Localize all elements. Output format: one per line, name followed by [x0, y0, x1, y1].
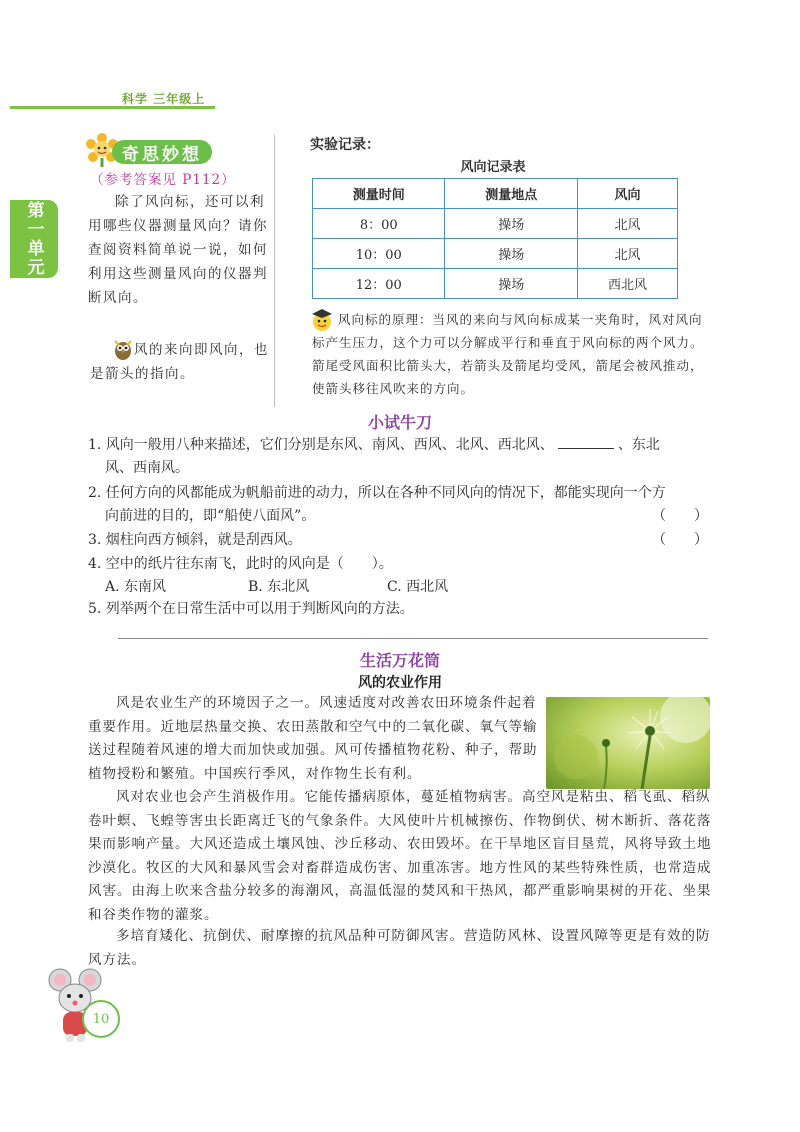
answer-parentheses[interactable]: （ ）	[652, 508, 708, 524]
header-rule	[10, 106, 215, 109]
table-cell: 操场	[445, 239, 577, 269]
thinking-question: 除了风向标，还可以利用哪些仪器测量风向？请你查阅资料简单说一说，如何利用这些测量风向的仪器判断风向。	[88, 194, 268, 306]
table-cell: 8：00	[313, 209, 445, 239]
table-cell: 北风	[577, 209, 677, 239]
table-row	[313, 269, 678, 299]
experiment-record-label: 实验记录：	[310, 137, 380, 153]
article-paragraph-2: 风对农业也会产生消极作用。它能传播病原体，蔓延植物病害。高空风是粘虫、稻飞虱、稻纵卷叶螟、飞蝗等害虫长距离迁飞的气象条件。大风使叶片机械擦伤、作物倒伏、树木断折、落花落果而影响产量。大风还造成土壤风蚀、沙丘移动、农田毁坏。在干旱地区盲目垦荒，风将导致土地沙漠化。牧区的大风和暴风雪会对畜群造成伤害、加重冻害。地方性风的某些特殊性质，也常造成风害。由海上吹来含盐分较多的海潮风，高温低湿的焚风和干热风，都严重影响果树的开花、坐果和谷类作物的灌浆。	[88, 789, 712, 923]
table-row	[313, 239, 678, 269]
table-row	[313, 209, 678, 239]
table-cell: 操场	[445, 269, 577, 299]
dandelion-photo	[546, 697, 710, 789]
qisi-miaoxiang-title: 奇思妙想	[112, 140, 212, 164]
article-paragraph-1: 风是农业生产的环境因子之一。风速适度对改善农田环境条件起着重要作用。近地层热量交换、农田蒸散和空气中的二氧化碳、氧气等输送过程随着风速的增大而加快或加强。风可传播植物花粉、种子，帮助植物授粉和繁殖。中国疾行季风，对作物生长有利。	[88, 695, 538, 782]
answer-blank[interactable]	[558, 434, 614, 449]
question-4: 4. 空中的纸片往东南飞，此时的风向是（ ）。	[88, 556, 393, 572]
question-2-continued: 向前进的目的，即“船使八面风”。	[105, 508, 316, 524]
table-header-cell: 测量时间	[313, 179, 445, 209]
dandelion-image	[546, 697, 710, 789]
unit-tab-label: 第一单元	[23, 201, 44, 277]
article-paragraph-3: 多培育矮化、抗倒伏、耐摩擦的抗风品种可防御风害。营造防风林、设置风障等更是有效的防风方法。	[88, 928, 711, 968]
question-5: 5. 列举两个在日常生活中可以用于判断风向的方法。	[88, 601, 414, 617]
table-cell: 北风	[577, 239, 677, 269]
table-cell: 12：00	[313, 269, 445, 299]
choice-a[interactable]: A. 东南风	[105, 579, 167, 595]
wind-vane-principle: 风向标的原理：当风的来向与风向标成某一夹角时，风对风向标产生压力，这个力可以分解成平行和垂直于风向标的两个风力。箭尾受风面积比箭头大，若箭头及箭尾均受风，箭尾会被风推动，使箭头移往风吹来的方向。	[312, 312, 704, 396]
table-header-cell: 风向	[577, 179, 677, 209]
section-divider	[118, 638, 708, 639]
question-3: 3. 烟柱向西方倾斜，就是刮西风。	[88, 532, 302, 548]
table-header-row	[313, 179, 678, 209]
table-title: 风向记录表	[460, 160, 526, 175]
table-header-cell: 测量地点	[445, 179, 577, 209]
question-1	[88, 434, 712, 457]
running-header: 科学 三年级上	[122, 92, 206, 106]
question-1-continued: 风、西南风。	[105, 460, 189, 476]
wind-direction-note: 风的来向即风向，也是箭头的指向。	[90, 342, 269, 382]
choice-c[interactable]: C. 西北风	[387, 579, 449, 595]
reference-answer-note: （参考答案见 P112）	[90, 172, 236, 188]
life-section-title: 生活万花筒	[359, 651, 440, 670]
unit-tab	[10, 200, 58, 278]
question-1-text-b: 、东北	[617, 437, 660, 453]
wind-record-table	[312, 178, 678, 299]
article-title: 风的农业作用	[358, 675, 442, 691]
question-1-text-a: 1. 风向一般用八种来描述，它们分别是东风、南风、西风、北风、西北风、	[88, 437, 554, 453]
table-cell: 西北风	[577, 269, 677, 299]
table-cell: 操场	[445, 209, 577, 239]
column-divider	[274, 135, 275, 407]
question-2: 2. 任何方向的风都能成为帆船前进的动力，所以在各种不同风向的情况下，都能实现向一个方	[88, 485, 666, 501]
table-cell: 10：00	[313, 239, 445, 269]
choice-b[interactable]: B. 东北风	[248, 579, 310, 595]
page-number: 10	[82, 1000, 120, 1038]
answer-parentheses[interactable]: （ ）	[652, 532, 708, 548]
practice-section-title: 小试牛刀	[367, 413, 432, 432]
